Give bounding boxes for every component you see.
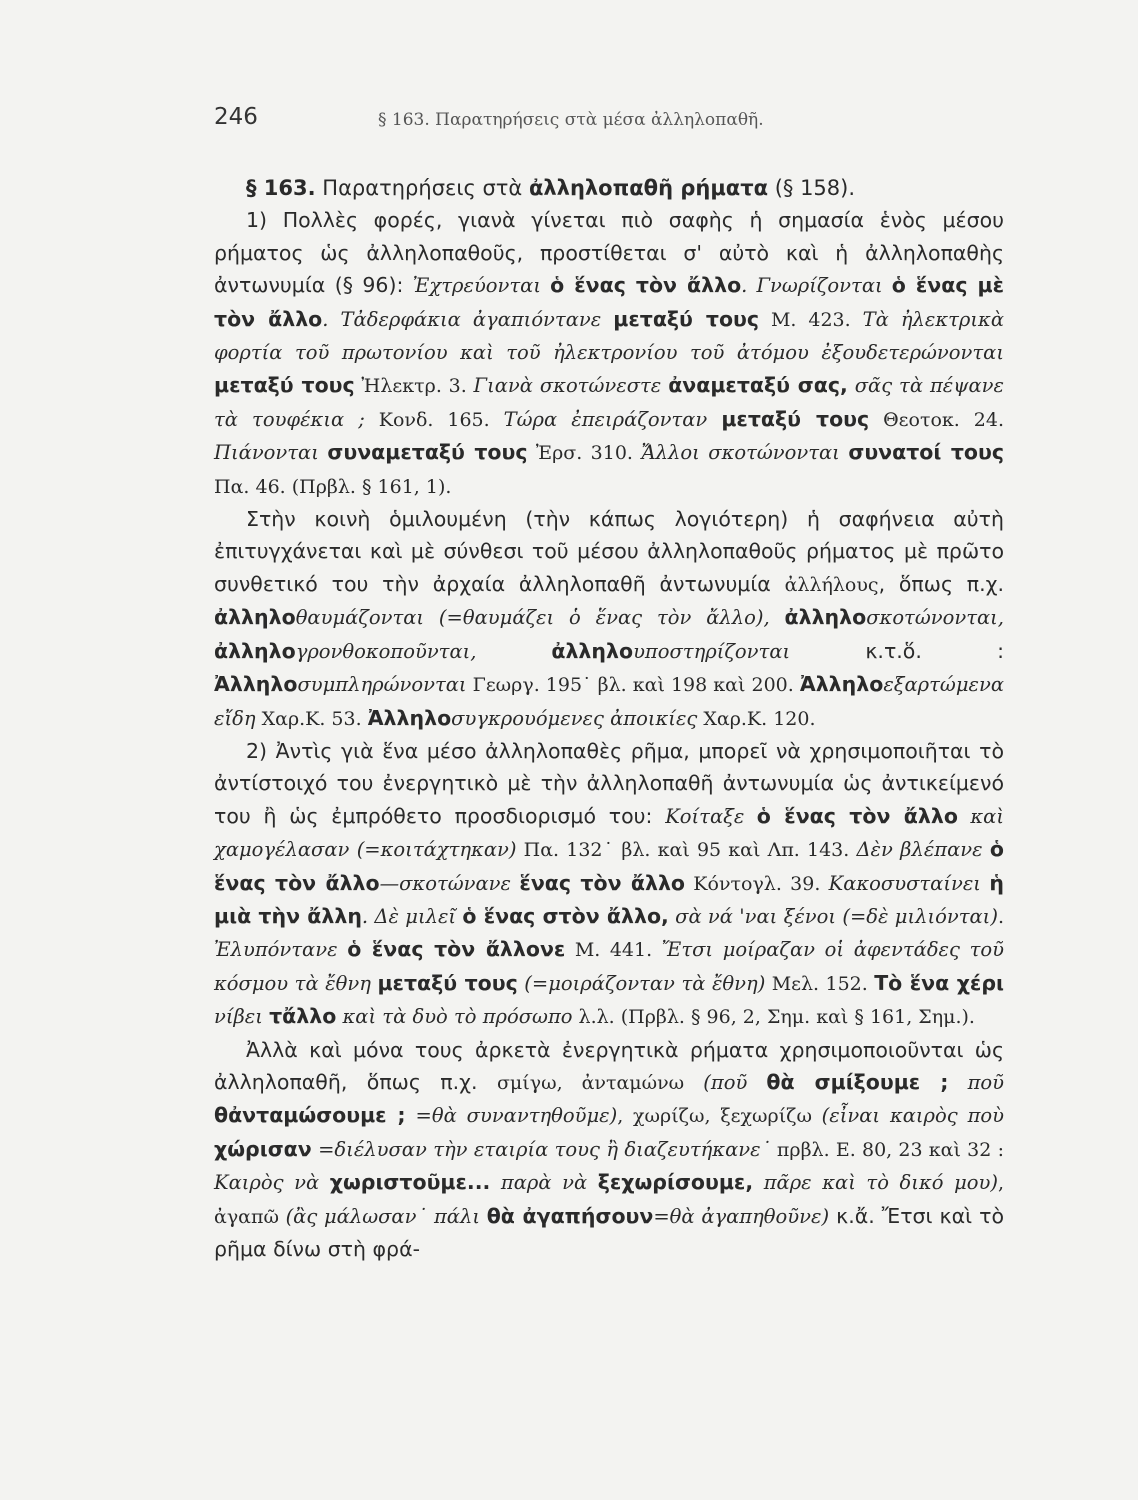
text-run: συναμεταξύ τους [327,440,528,465]
text-run: (ἂς μάλωσαν˙ πάλι [285,1204,487,1228]
text-run: συμπληρώνονται [297,673,467,697]
text-run: μεταξύ τους [214,373,355,398]
text-run: μεταξύ τους [721,406,870,431]
text-run: 1) Πολλὲς φορές, γιανὰ γίνεται πιὸ σαφὴς ἡ σημασία ἑνὸς μέσου ρήματος ὡς ἀλληλοπαθοῦς, προστίθεται σ' αὐτὸ καὶ ἡ ἀλληλοπαθὴς ἀντωνυμία (§ 96): [214,208,1004,298]
text-run: τἄλλο [269,1004,337,1029]
body-text [214,172,1004,1265]
text-run: εξαρτώμενα εἴδη [214,673,1004,730]
text-run: ἡ μιὰ τὴν ἄλλη [214,870,1004,928]
text-run: καὶ χαμογέλασαν (=κοιτάχτηκαν) [214,804,1004,862]
text-run: Τὸ ἕνα χέρι [874,970,1005,995]
text-run: Χαρ.Κ. 53. [255,707,368,730]
text-run: υποστηρίζονται [633,639,791,663]
text-run: Ἐχτρεύονται [412,274,551,298]
paragraph [214,503,1004,735]
running-title: § 163. Παρατηρήσεις στὰ μέσα ἀλληλοπαθῆ. [378,110,764,130]
text-run: Χαρ.Κ. 120. [697,707,816,730]
text-run: =θὰ συναντηθοῦμε) [405,1104,618,1128]
text-run: Μ. 441. [565,939,662,962]
text-run: , ὅπως π.χ. [878,571,1004,596]
text-run: , χωρίζω, ξεχωρίζω [617,1105,822,1128]
text-run: θὰ ἀγαπήσουν [486,1203,654,1228]
text-run: ὁ ἕνας τὸν ἄλλο [214,837,1004,895]
text-run: ὁ ἕνας στὸν ἄλλο, [462,903,669,928]
text-run: ἀλλήλους [784,573,879,596]
text-run: Πιάνονται [214,441,328,465]
text-run: Ἠλεκτρ. 3. [354,375,474,398]
text-run: χωριστοῦμε... [329,1170,491,1195]
text-run: θὰ σμίξουμε ; [766,1069,949,1094]
heading-text-b: (§ 158). [768,176,856,200]
text-run: συνατοί τους [848,440,1004,465]
text-run: (εἶναι καιρὸς ποὺ [821,1104,1004,1128]
text-run: ὁ ἕνας τὸν ἄλλο [756,803,958,828]
text-run: Γεωργ. 195˙ βλ. καὶ 198 καὶ 200. [466,674,800,697]
text-run: Κακοσυσταίνει [828,871,990,895]
text-run: συγκρουόμενες ἀποικίες [451,706,698,730]
text-run: Κονδ. 165. [364,408,504,431]
book-page [214,98,1004,1265]
text-run: πρβλ. Ε. 80, 23 καὶ 32 : [770,1138,1004,1161]
text-run: Δὲν βλέπανε [856,838,990,862]
text-run: . Τἀδερφάκια ἀγαπιόντανε [322,307,614,331]
text-run: Ἐλυπόντανε [214,938,348,962]
text-run: Τὰ ἠλεκτρικὰ φορτία τοῦ πρωτονίου καὶ τοῦ ἠλεκτρονίου τοῦ ἀτόμου ἐξουδετερώνονται [214,307,1005,365]
text-run: παρὰ νὰ [490,1171,598,1195]
text-run: χώρισαν [214,1136,312,1161]
text-run: σᾶς τὰ πέψανε τὰ τουφέκια ; [214,374,1005,431]
text-run: (=μοιράζονταν τὰ ἔθνη) [517,971,766,995]
heading-text-bold: ἀλληλοπαθῆ ρήματα [528,176,769,200]
text-run: Γιανὰ σκοτώνεστε [473,374,669,398]
text-run: καὶ τὰ δυὸ τὸ πρόσωπο [336,1005,573,1029]
text-run: ἀλληλο [214,638,296,663]
text-run: . [997,905,1004,928]
text-run: =θὰ ἀγαπηθοῦνε) [653,1204,830,1228]
section-heading [214,172,1004,204]
text-run: γρονθοκοποῦνται, [295,639,552,663]
text-run: . Γνωρίζονται [741,274,892,298]
text-run: Ἀλληλο [799,672,884,697]
text-run: ξεχωρίσουμε, [597,1170,754,1195]
text-run: Καιρὸς νὰ [214,1171,330,1195]
text-run: ποῦ [948,1070,1004,1094]
text-run: Κόντογλ. 39. [685,872,829,895]
text-run: =διέλυσαν τὴν εταιρία τους ἢ διαζευτήκανε˙ [311,1137,771,1161]
text-run: (ποῦ [684,1070,767,1094]
text-run: κ.ἄ. Ἔτσι καὶ τὸ ρῆμα δίνω στὴ φρά- [214,1203,1004,1261]
text-run: Πα. 46. (Πρβλ. § 161, 1). [214,475,452,498]
text-run: ὁ ἕνας τὸν ἄλλονε [347,937,566,962]
text-run: ἀλληλο [784,605,867,630]
running-head [214,98,1004,132]
text-run: κ.τ.ὅ. : [790,638,1004,663]
paragraph [214,735,1004,1034]
text-run: Πα. 132˙ βλ. καὶ 95 καὶ Λπ. 143. [516,839,857,862]
heading-text-a: Παρατηρήσεις στὰ [315,176,529,200]
text-run: Κοίταξε [665,804,757,828]
text-run: . Δὲ μιλεῖ [361,904,463,928]
section-number: § 163. [246,176,316,200]
text-run: ὁ ἕνας μὲ τὸν ἄλλο [214,273,1004,331]
text-run: Ἀλληλο [367,705,452,730]
text-run: ἀλληλο [214,605,296,630]
text-run: Ἀλληλο [214,672,298,697]
text-run: σὰ νά 'ναι ξένοι (=δὲ μιλιόνται) [668,904,998,928]
paragraph [214,204,1004,503]
text-run: σκοτώνονται, [866,606,1004,630]
text-run: Θεοτοκ. 24. [869,408,1004,431]
text-run: Στὴν κοινὴ ὁμιλουμένη (τὴν κάπως λογιότερη) ἡ σαφήνεια αὐτὴ ἐπιτυγχάνεται καὶ μὲ σύνθεσι τοῦ μέσου ἀλληλοπαθοῦς ρήματος μὲ πρῶτο συνθετικό του τὴν ἀρχαία ἀλληλοπαθῆ ἀντωνυμία [214,507,1004,596]
text-run: Ἀλλὰ καὶ μόνα τους ἀρκετὰ ἐνεργητικὰ ρήματα χρησιμοποιοῦνται ὡς ἀλληλοπαθῆ, ὅπως π.χ. [214,1037,1004,1094]
text-run: ἀλληλο [551,638,634,663]
text-run: Τώρα ἐπειράζονταν [503,407,722,431]
text-run: Μελ. 152. [765,972,875,995]
text-run: Ἔτσι μοίραζαν οἱ ἀφεντάδες τοῦ κόσμου τὰ ἔθνη [214,938,1004,995]
text-run: μεταξύ τους [377,970,518,995]
text-run: θἀνταμώσουμε ; [214,1103,406,1128]
text-run: πᾶρε καὶ τὸ δικό μου) [753,1171,998,1195]
paragraph [214,1034,1004,1266]
text-run: ὁ ἕνας τὸν ἄλλο [550,273,742,298]
text-run: λ.λ. (Πρβλ. § 96, 2, Σημ. καὶ § 161, Σημ.). [572,1006,975,1029]
text-run: Ἐρσ. 310. [527,442,642,465]
text-run: Μ. 423. [759,308,863,331]
text-run: μεταξύ τους [613,306,760,331]
text-run: ἀναμεταξύ σας, [668,373,848,398]
text-run: Ἄλλοι σκοτώνονται [641,441,849,465]
text-run: νίβει [214,1005,270,1029]
page-number: 246 [214,104,258,130]
text-run: , ἀγαπῶ [214,1172,1004,1228]
text-run: ἕνας τὸν ἄλλο [519,870,686,895]
text-run: 2) Ἀντὶς γιὰ ἕνα μέσο ἀλληλοπαθὲς ρῆμα, μπορεῖ νὰ χρησιμοποιῆται τὸ ἀντίστοιχό του ἐνεργητικὸ μὲ τὴν ἀλληλοπαθῆ ἀντωνυμία ὡς ἀντικείμενό του ἢ ὡς ἐμπρόθετο προσδιορισμό του: [214,738,1004,828]
text-run: θαυμάζονται (=θαυμάζει ὁ ἕνας τὸν ἄλλο), [295,606,785,630]
text-run: σμίγω, ἀνταμώνω [496,1071,685,1094]
text-run: —σκοτώνανε [379,871,520,895]
